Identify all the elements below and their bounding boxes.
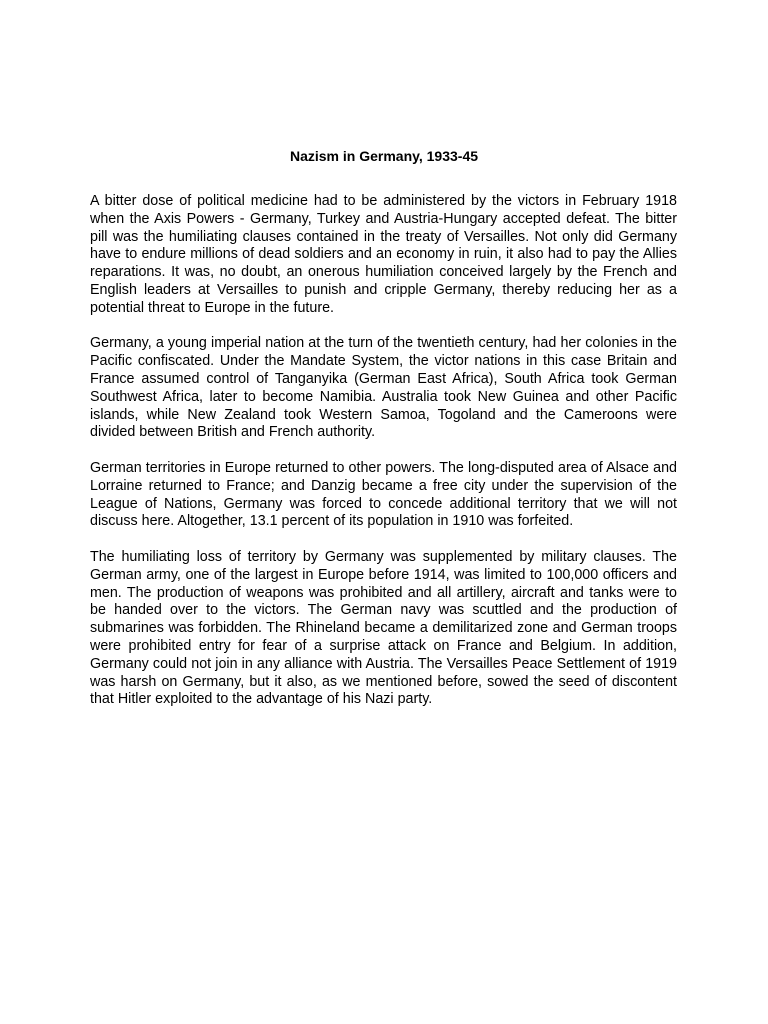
paragraph-2: Germany, a young imperial nation at the turn of the twentieth century, had her colonies in the Pacific confiscated. Under the Mandate System, the victor nations in this case Britain and France assumed control of Tanganyika (German East Africa), South Africa took German Southwest Africa, later to become Namibia. Australia took New Guinea and other Pacific islands, while New Zealand took Western Samoa, Togoland and the Cameroons were divided between British and French authority. [90,335,677,441]
paragraph-3: German territories in Europe returned to other powers. The long-disputed area of Alsace and Lorraine returned to France; and Danzig became a free city under the supervision of the League of Nations, Germany was forced to concede additional territory that we will not discuss here. Altogether, 13.1 percent of its population in 1910 was forfeited. [90,459,677,530]
paragraph-1: A bitter dose of political medicine had to be administered by the victors in February 1918 when the Axis Powers - Germany, Turkey and Austria-Hungary accepted defeat. The bitter pill was the humiliating clauses contained in the treaty of Versailles. Not only did Germany have to endure millions of dead soldiers and an economy in ruin, it also had to pay the Allies reparations. It was, no doubt, an onerous humiliation conceived largely by the French and English leaders at Versailles to punish and cripple Germany, thereby reducing her as a potential threat to Europe in the future. [90,193,677,316]
document-body [90,193,677,727]
document-title: Nazism in Germany, 1933-45 [289,148,479,164]
paragraph-4: The humiliating loss of territory by Germany was supplemented by military clauses. The German army, one of the largest in Europe before 1914, was limited to 100,000 officers and men. The production of weapons was prohibited and all artillery, aircraft and tanks were to be handed over to the victors. The German navy was scuttled and the production of submarines was forbidden. The Rhineland became a demilitarized zone and German troops were prohibited entry for fear of a surprise attack on France and Belgium. In addition, Germany could not join in any alliance with Austria. The Versailles Peace Settlement of 1919 was harsh on Germany, but it also, as we mentioned before, sowed the seed of discontent that Hitler exploited to the advantage of his Nazi party. [90,548,677,708]
